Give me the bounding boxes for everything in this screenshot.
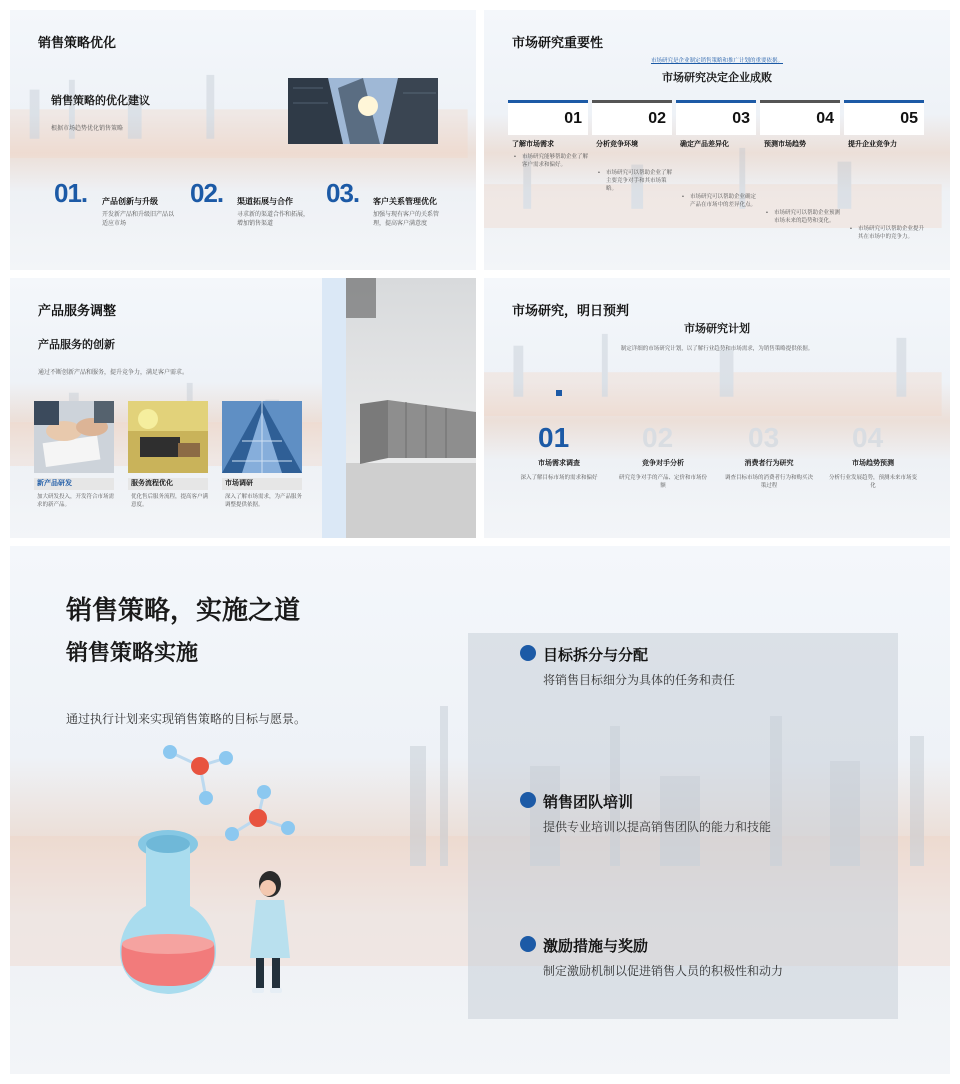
card-desc-5: • 市场研究可以帮助企业提升其在市场中的竞争力。 xyxy=(850,225,928,241)
step-number-3: 03 xyxy=(748,422,780,453)
slide-caption: 根据市场趋势优化销售策略 xyxy=(51,126,124,132)
card-2 xyxy=(592,100,672,135)
item-number-1: 01. xyxy=(54,178,88,208)
card-number: 04 xyxy=(816,110,834,127)
card-heading-1: 了解市场需求 xyxy=(512,141,554,148)
item-desc-2: 优化售后服务流程，提高客户满意度。 xyxy=(131,494,209,508)
item-heading-3: 客户关系管理优化 xyxy=(373,197,437,206)
point-desc-2: 提供专业培训以提高销售团队的能力和技能 xyxy=(543,820,772,834)
slide-sales-strategy-implementation[interactable] xyxy=(10,546,950,1074)
bullet-icon xyxy=(520,792,536,808)
card-desc-2: • 市场研究可以帮助企业了解主要竞争对手和其市场策略。 xyxy=(598,169,676,193)
skyscraper-photo xyxy=(288,78,438,144)
item-desc-2: 寻求新的渠道合作和拓展，增加销售渠道 xyxy=(237,212,310,227)
card-5 xyxy=(844,100,924,135)
item-label-1: 新产品研发 xyxy=(34,478,114,490)
card-4 xyxy=(760,100,840,135)
card-desc-3: • 市场研究可以帮助企业确定产品在市场中的差异化点。 xyxy=(682,193,760,209)
slide-title: 产品服务调整 xyxy=(38,303,117,318)
item-label-2: 服务流程优化 xyxy=(128,478,208,490)
item-desc-3: 加强与现有客户的关系管理，提高客户满意度 xyxy=(373,212,440,227)
item-desc-3: 深入了解市场需求，为产品服务调整提供依据。 xyxy=(225,494,303,508)
slide-subtitle: 市场研究决定企业成败 xyxy=(662,72,772,84)
card-heading-4: 预测市场趋势 xyxy=(764,141,806,148)
slide-title: 销售策略，实施之道 xyxy=(66,595,301,625)
card-number: 01 xyxy=(564,110,582,127)
step-desc-3: 调查目标市场的消费者行为和购买决策过程 xyxy=(724,475,813,489)
slide-market-research-importance[interactable] xyxy=(484,10,950,270)
card-desc-4: • 市场研究可以帮助企业预测市场未来的趋势和变化。 xyxy=(766,209,844,225)
step-heading-2: 竞争对手分析 xyxy=(642,460,684,467)
slide-sales-strategy-optimization[interactable] xyxy=(10,10,476,270)
slide-subtitle: 销售策略实施 xyxy=(66,640,199,665)
item-label-3: 市场调研 xyxy=(222,478,302,490)
slide-caption: 制定详细的市场研究计划，以了解行业趋势和市场需求，为销售策略提供依据。 xyxy=(620,346,814,352)
card-number: 02 xyxy=(648,110,666,127)
slide-subtitle: 销售策略的优化建议 xyxy=(51,95,150,107)
slide-subtitle: 产品服务的创新 xyxy=(38,339,115,351)
card-number: 03 xyxy=(732,110,750,127)
bullet-icon xyxy=(520,645,536,661)
step-heading-3: 消费者行为研究 xyxy=(744,460,794,467)
slide-title: 市场研究重要性 xyxy=(512,35,604,50)
slide-caption: 通过执行计划来实现销售策略的目标与愿景。 xyxy=(66,712,307,726)
card-desc-1: • 市场研究能够帮助企业了解客户需求和偏好。 xyxy=(514,153,592,169)
step-number-2: 02 xyxy=(642,422,674,453)
point-heading-3: 激励措施与奖励 xyxy=(543,938,649,955)
lab-flask-illustration xyxy=(100,736,300,1006)
step-desc-4: 分析行业发展趋势，预测未来市场变化 xyxy=(828,475,917,489)
point-desc-1: 将销售目标细分为具体的任务和责任 xyxy=(543,673,736,687)
card-1 xyxy=(508,100,588,135)
slide-title: 市场研究，明日预判 xyxy=(512,303,630,318)
slide-caption: 通过不断创新产品和服务，提升竞争力，满足客户需求。 xyxy=(38,370,189,376)
step-number-4: 04 xyxy=(852,422,884,453)
point-desc-3: 制定激励机制以促进销售人员的积极性和动力 xyxy=(543,964,784,978)
slide-market-research-forecast[interactable] xyxy=(484,278,950,538)
point-heading-2: 销售团队培训 xyxy=(543,794,634,811)
card-heading-5: 提升企业竞争力 xyxy=(848,141,897,148)
handshake-photo xyxy=(34,401,114,473)
card-heading-3: 确定产品差异化 xyxy=(680,141,729,148)
item-number-3: 03. xyxy=(326,178,360,208)
card-3 xyxy=(676,100,756,135)
step-heading-4: 市场趋势预测 xyxy=(852,460,894,467)
item-heading-2: 渠道拓展与合作 xyxy=(237,197,293,206)
building-photo xyxy=(346,278,476,538)
bullet-icon xyxy=(520,936,536,952)
glass-tower-photo xyxy=(222,401,302,473)
step-number-1: 01 xyxy=(538,422,570,453)
accent-strip xyxy=(322,278,346,538)
slide-title: 销售策略优化 xyxy=(38,35,117,50)
intro-link[interactable]: 市场研究是企业制定销售策略和推广计划的重要依据。 xyxy=(650,58,783,64)
point-heading-1: 目标拆分与分配 xyxy=(543,647,649,664)
outdoor-desk-photo xyxy=(128,401,208,473)
progress-marker xyxy=(556,390,562,396)
item-desc-1: 加大研发投入，开发符合市场需求的新产品。 xyxy=(37,494,115,508)
item-desc-1: 开发新产品和升级旧产品以适应市场 xyxy=(102,212,175,227)
item-number-2: 02. xyxy=(190,178,224,208)
card-number: 05 xyxy=(900,110,918,127)
slide-product-service-adjustment[interactable] xyxy=(10,278,476,538)
slide-subtitle: 市场研究计划 xyxy=(684,323,750,335)
skyline-background xyxy=(484,328,942,416)
item-heading-1: 产品创新与升级 xyxy=(102,197,158,206)
step-desc-1: 深入了解目标市场的需求和偏好 xyxy=(520,475,598,481)
step-heading-1: 市场需求调查 xyxy=(538,460,580,467)
step-desc-2: 研究竞争对手的产品、定价和市场份额 xyxy=(618,475,707,489)
card-heading-2: 分析竞争环境 xyxy=(596,141,638,148)
